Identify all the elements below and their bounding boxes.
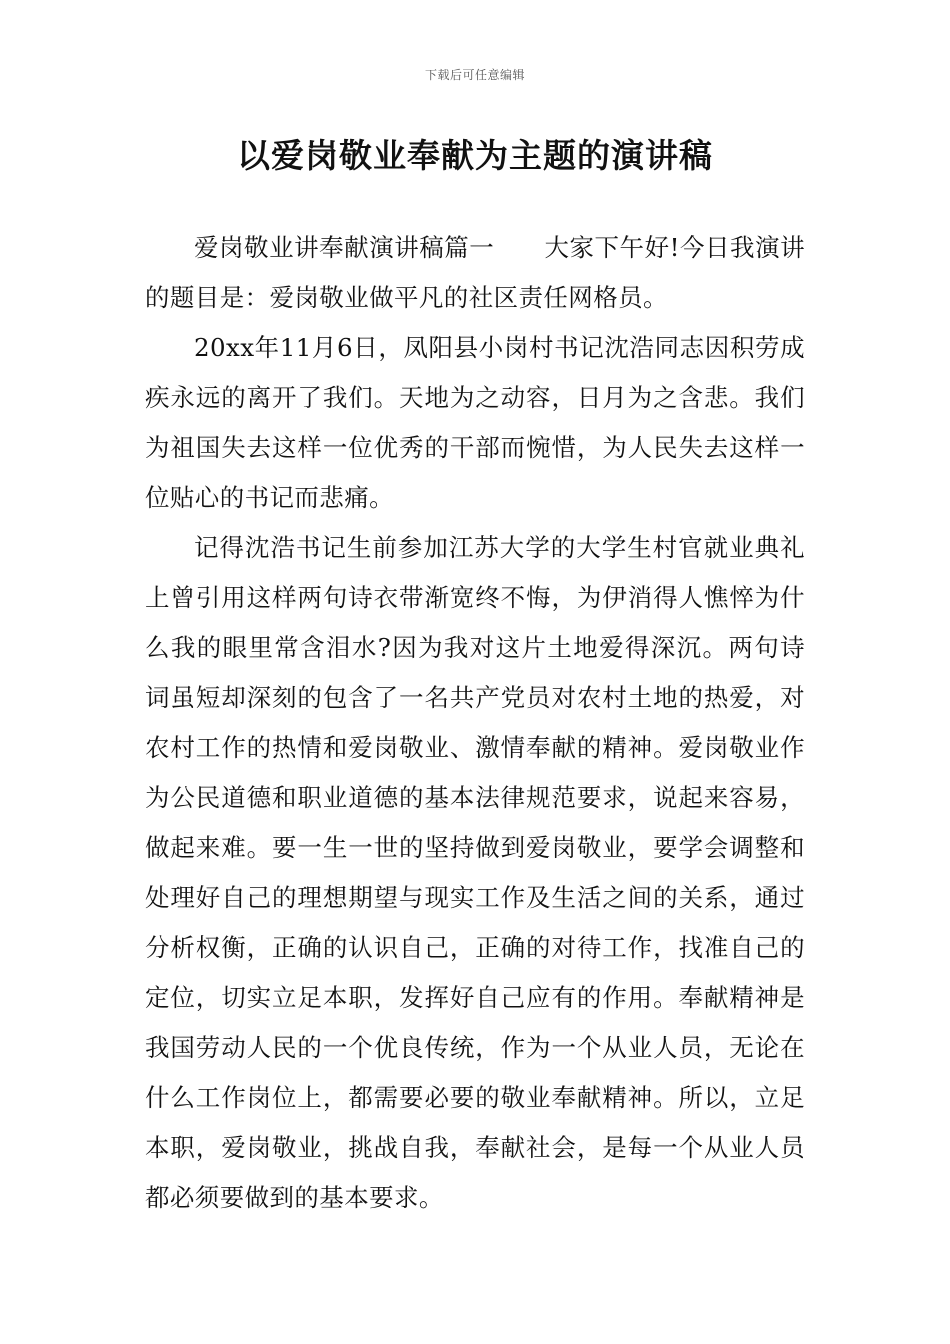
paragraph-3: 记得沈浩书记生前参加江苏大学的大学生村官就业典礼上曾引用这样两句诗衣带渐宽终不悔，为伊消得人憔悴为什么我的眼里常含泪水?因为我对这片土地爱得深沉。两句诗词虽短却深刻的包含了一名共产党员对农村土地的热爱，对农村工作的热情和爱岗敬业、激情奉献的精神。爱岗敬业作为公民道德和职业道德的基本法律规范要求，说起来容易，做起来难。要一生一世的坚持做到爱岗敬业，要学会调整和处理好自己的理想期望与现实工作及生活之间的关系，通过分析权衡，正确的认识自己，正确的对待工作，找准自己的定位，切实立足本职，发挥好自己应有的作用。奉献精神是我国劳动人民的一个优良传统，作为一个从业人员，无论在什么工作岗位上，都需要必要的敬业奉献精神。所以，立足本职，爱岗敬业，挑战自我，奉献社会，是每一个从业人员都必须要做到的基本要求。 <box>145 533 805 1212</box>
paragraph-1-lead: 爱岗敬业讲奉献演讲稿篇一 <box>194 233 495 262</box>
document-title: 以爱岗敬业奉献为主题的演讲稿 <box>237 136 713 175</box>
document-body <box>145 223 805 1223</box>
header-note: 下载后可任意编辑 <box>424 68 525 82</box>
paragraph-2: 20xx年11月6日，凤阳县小岗村书记沈浩同志因积劳成疾永远的离开了我们。天地为之动容，日月为之含悲。我们为祖国失去这样一位优秀的干部而惋惜，为人民失去这样一位贴心的书记而悲痛。 <box>145 333 805 512</box>
paragraph-1-text: 大家下午好!今日我演讲的题目是：爱岗敬业做平凡的社区责任网格员。 <box>145 233 805 312</box>
paragraph-1 <box>145 223 805 323</box>
